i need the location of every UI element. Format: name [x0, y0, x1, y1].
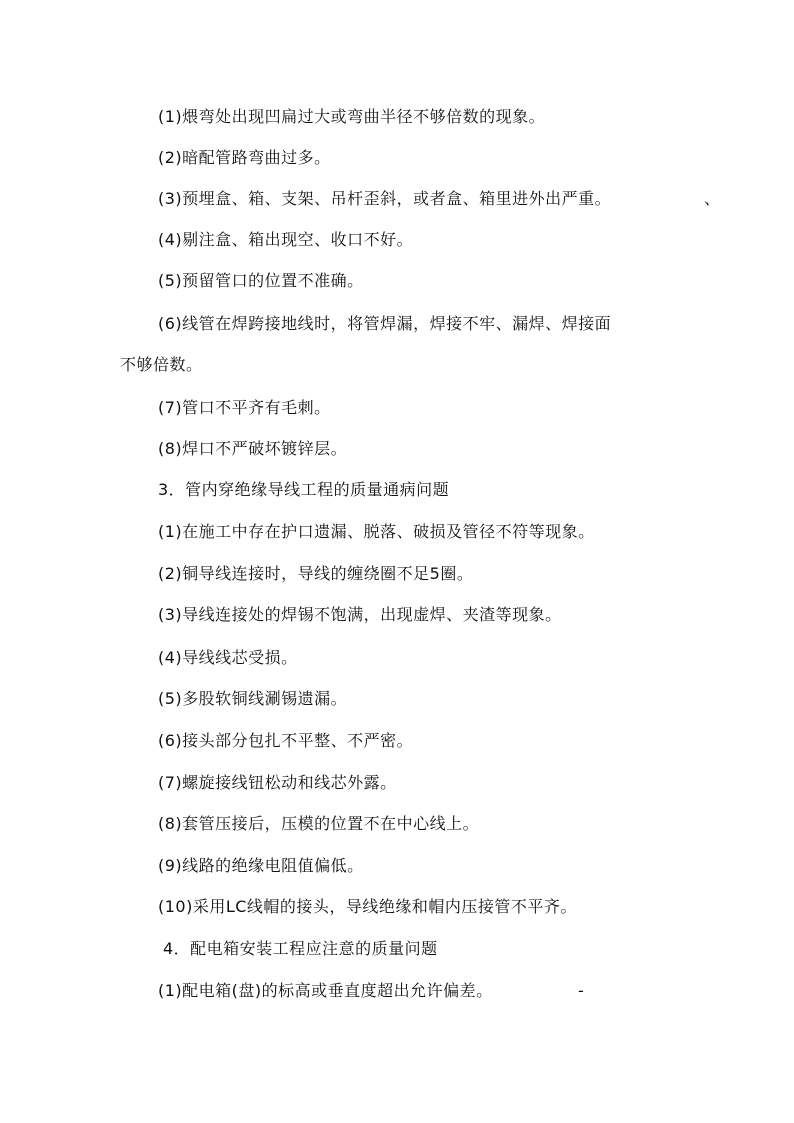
section-heading-3: 3．管内穿绝缘导线工程的质量通病问题	[158, 480, 450, 499]
stray-dash-mark: -	[578, 981, 584, 1000]
item-3-2-6-continued: 不够倍数。	[120, 355, 203, 374]
item-3-4-1: (1)配电箱(盘)的标高或垂直度超出允许偏差。	[158, 981, 493, 1000]
item-3-3-6: (6)接头部分包扎不平整、不严密。	[158, 731, 414, 750]
stray-comma-mark: 、	[704, 189, 721, 208]
item-3-2-3: (3)预埋盒、箱、支架、吊杆歪斜，或者盒、箱里进外出严重。	[158, 189, 612, 208]
section-heading-4: 4．配电箱安装工程应注意的质量问题	[163, 939, 438, 958]
item-3-3-3: (3)导线连接处的焊锡不饱满，出现虚焊、夹渣等现象。	[158, 605, 562, 624]
item-3-3-10: (10)采用LC线帽的接头，导线绝缘和帽内压接管不平齐。	[158, 897, 577, 916]
item-3-3-1: (1)在施工中存在护口遗漏、脱落、破损及管径不符等现象。	[158, 522, 595, 541]
item-3-3-5: (5)多股软铜线涮锡遗漏。	[158, 689, 348, 708]
item-3-2-7: (7)管口不平齐有毛刺。	[158, 398, 331, 417]
item-3-2-1: (1)煨弯处出现凹扁过大或弯曲半径不够倍数的现象。	[158, 107, 546, 126]
item-3-2-6: (6)线管在焊跨接地线时，将管焊漏，焊接不牢、漏焊、焊接面	[158, 314, 612, 333]
item-3-3-2: (2)铜导线连接时，导线的缠绕圈不足5圈。	[158, 564, 474, 583]
item-3-2-8: (8)焊口不严破坏镀锌层。	[158, 439, 348, 458]
item-3-2-2: (2)暗配管路弯曲过多。	[158, 148, 331, 167]
item-3-2-5: (5)预留管口的位置不准确。	[158, 271, 364, 290]
item-3-2-4: (4)剔注盒、箱出现空、收口不好。	[158, 230, 414, 249]
item-3-3-9: (9)线路的绝缘电阻值偏低。	[158, 856, 364, 875]
item-3-3-7: (7)螺旋接线钮松动和线芯外露。	[158, 773, 397, 792]
item-3-3-8: (8)套管压接后，压模的位置不在中心线上。	[158, 814, 480, 833]
item-3-3-4: (4)导线线芯受损。	[158, 648, 298, 667]
